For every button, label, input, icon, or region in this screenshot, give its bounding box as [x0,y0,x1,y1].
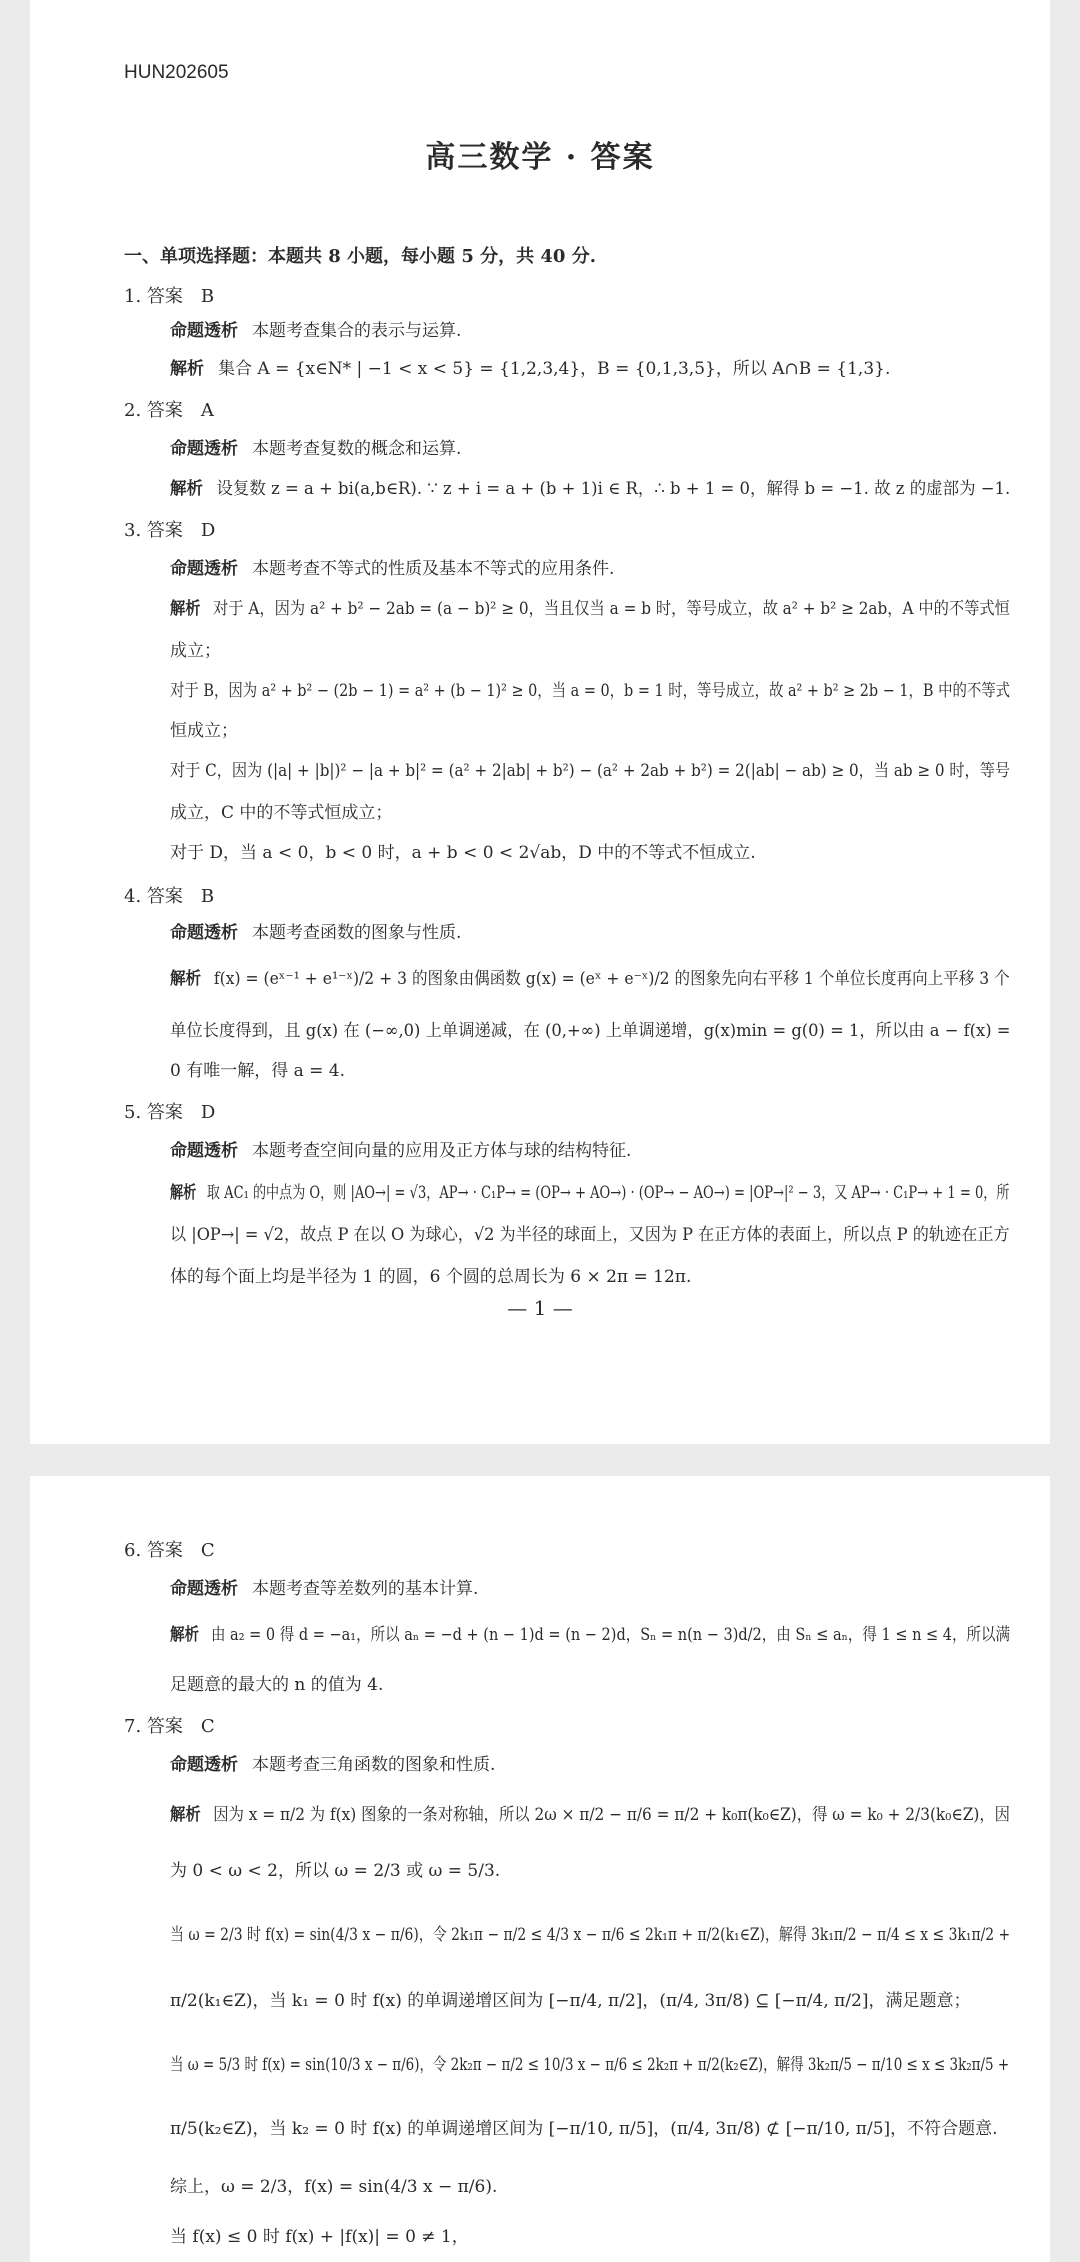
q4-solution-line-3: 0 有唯一解，得 a = 4. [170,1061,346,1081]
q4-answer: 4. 答案 B [124,886,215,907]
q2-intent: 命题透析 本题考查复数的概念和运算. [170,439,462,459]
q6-solution-line-2: 足题意的最大的 n 的值为 4. [170,1675,384,1695]
q7-solution-line-1: 解析 因为 x = π/2 为 f(x) 图象的一条对称轴，所以 2ω × π/2 − π/6 = π/2 + k₀π(k₀∈Z)，得 ω = k₀ + 2/3(k₀∈Z)，因 [170,1805,1010,1825]
q7-solution-line-4: π/2(k₁∈Z)，当 k₁ = 0 时 f(x) 的单调递增区间为 [−π/4, π/2]，(π/4, 3π/8) ⊆ [−π/4, π/2]，满足题意； [170,1991,971,2011]
exam-code: HUN202605 [124,62,229,83]
q5-answer: 5. 答案 D [124,1102,216,1123]
q7-solution-line-8: 当 f(x) ≤ 0 时 f(x) + |f(x)| = 0 ≠ 1， [170,2227,469,2247]
q3-solution-line-3: 对于 B，因为 a² + b² − (2b − 1) = a² + (b − 1)² ≥ 0，当 a = 0，b = 1 时，等号成立，故 a² + b² ≥ 2b − 1，B 中的不等式 [170,681,1011,701]
page-number: — 1 — [507,1296,573,1320]
q5-solution-line-1: 解析 取 AC₁ 的中点为 O，则 |AO→| = √3，AP→ · C₁P→ = (OP→ + AO→) · (OP→ − AO→) = |OP→|² − 3，又 AP→ · C₁P→ + 1 = 0，所 [170,1183,1010,1203]
section-heading: 一、单项选择题：本题共 8 小题，每小题 5 分，共 40 分. [124,246,596,267]
q4-solution-line-1: 解析 f(x) = (eˣ⁻¹ + e¹⁻ˣ)/2 + 3 的图象由偶函数 g(x) = (eˣ + e⁻ˣ)/2 的图象先向右平移 1 个单位长度再向上平移 3 个 [170,969,1010,989]
q2-solution: 解析 设复数 z = a + bi(a,b∈R). ∵ z + i = a + (b + 1)i ∈ R，∴ b + 1 = 0，解得 b = −1. 故 z 的虚部为 −1. [170,479,1011,499]
q1-solution: 解析 集合 A = {x∈N* | −1 < x < 5} = {1,2,3,4}，B = {0,1,3,5}，所以 A∩B = {1,3}. [170,359,891,379]
q7-intent: 命题透析 本题考查三角函数的图象和性质. [170,1755,496,1775]
q5-solution-line-2: 以 |OP→| = √2，故点 P 在以 O 为球心，√2 为半径的球面上，又因为 P 在正方体的表面上，所以点 P 的轨迹在正方 [170,1225,1010,1245]
q5-solution-line-3: 体的每个面上均是半径为 1 的圆，6 个圆的总周长为 6 × 2π = 12π. [170,1267,692,1287]
answer-page-1 [30,0,1050,1444]
answer-page-2 [30,1476,1050,2262]
q3-solution-line-1: 解析 对于 A，因为 a² + b² − 2ab = (a − b)² ≥ 0，当且仅当 a = b 时，等号成立，故 a² + b² ≥ 2ab，A 中的不等式恒 [170,599,1010,619]
q3-solution-line-6: 成立，C 中的不等式恒成立； [170,803,393,823]
q1-intent: 命题透析 本题考查集合的表示与运算. [170,321,462,341]
q4-solution-line-2: 单位长度得到，且 g(x) 在 (−∞,0) 上单调递减，在 (0,+∞) 上单调递增，g(x)min = g(0) = 1，所以由 a − f(x) = [170,1021,1011,1041]
q3-solution-line-7: 对于 D，当 a < 0，b < 0 时，a + b < 0 < 2√ab，D 中的不等式不恒成立. [170,843,756,863]
q3-intent: 命题透析 本题考查不等式的性质及基本不等式的应用条件. [170,559,615,579]
page-title: 高三数学 · 答案 [425,140,655,175]
q2-answer: 2. 答案 A [124,400,214,421]
q3-solution-line-4: 恒成立； [170,721,238,741]
q6-answer: 6. 答案 C [124,1540,215,1561]
q3-answer: 3. 答案 D [124,520,216,541]
q7-solution-line-7: 综上，ω = 2/3，f(x) = sin(4/3 x − π/6). [170,2177,498,2197]
q7-solution-line-6: π/5(k₂∈Z)，当 k₂ = 0 时 f(x) 的单调递增区间为 [−π/10, π/5]，(π/4, 3π/8) ⊄ [−π/10, π/5]，不符合题意. [170,2119,998,2139]
q7-answer: 7. 答案 C [124,1716,215,1737]
q7-solution-line-5: 当 ω = 5/3 时 f(x) = sin(10/3 x − π/6)，令 2k₂π − π/2 ≤ 10/3 x − π/6 ≤ 2k₂π + π/2(k₂∈Z)，解得 3k₂π/5 − π/10 ≤ x ≤ 3k₂π/5 + [170,2055,1010,2075]
q4-intent: 命题透析 本题考查函数的图象与性质. [170,923,462,943]
q1-answer: 1. 答案 B [124,286,215,307]
q6-intent: 命题透析 本题考查等差数列的基本计算. [170,1579,479,1599]
q3-solution-line-2: 成立； [170,641,221,661]
q5-intent: 命题透析 本题考查空间向量的应用及正方体与球的结构特征. [170,1141,632,1161]
q6-solution-line-1: 解析 由 a₂ = 0 得 d = −a₁，所以 aₙ = −d + (n − 1)d = (n − 2)d，Sₙ = n(n − 3)d/2，由 Sₙ ≤ aₙ，得 1 ≤ n ≤ 4，所以满 [170,1625,1011,1645]
q7-solution-line-3: 当 ω = 2/3 时 f(x) = sin(4/3 x − π/6)，令 2k₁π − π/2 ≤ 4/3 x − π/6 ≤ 2k₁π + π/2(k₁∈Z)，解得 3k₁π/2 − π/4 ≤ x ≤ 3k₁π/2 + [170,1925,1011,1945]
q3-solution-line-5: 对于 C，因为 (|a| + |b|)² − |a + b|² = (a² + 2|ab| + b²) − (a² + 2ab + b²) = 2(|ab| − ab) ≥ 0，当 ab ≥ 0 时，等号 [170,761,1011,781]
q7-solution-line-2: 为 0 < ω < 2，所以 ω = 2/3 或 ω = 5/3. [170,1861,501,1881]
